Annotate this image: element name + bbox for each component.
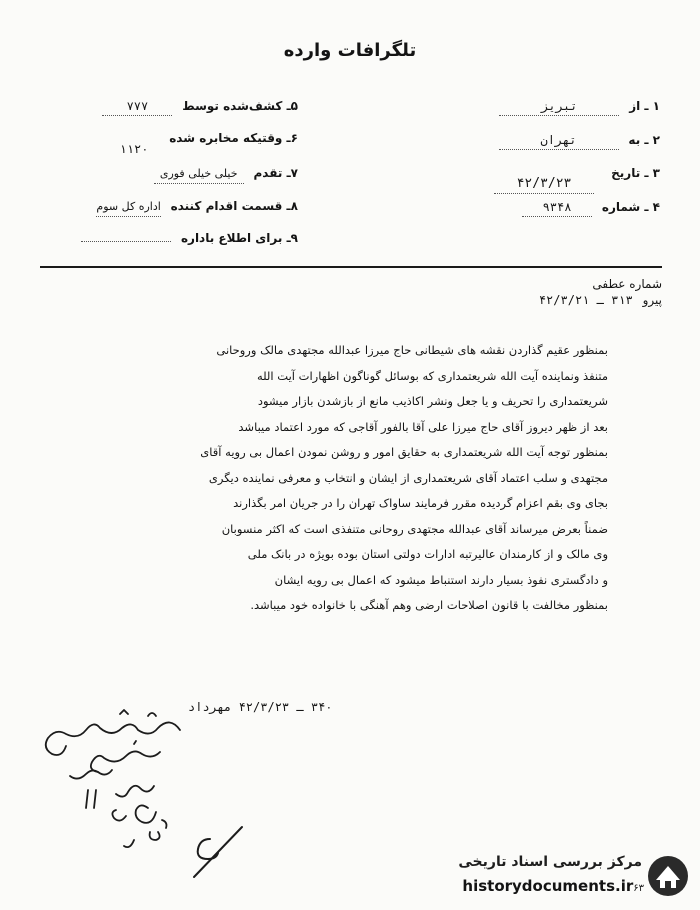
field-decoded-by [102,97,298,115]
reference-block [539,276,662,308]
header-divider [40,266,662,268]
field-date-value-wrap [494,174,600,192]
body-line: مجتهدی و سلب اعتماد آقای شریعتمداری از ایشان و انتخاب و معرفی نماینده دیگری [208,470,608,485]
field-inform-office [81,229,298,247]
field-from-label: ۱ ـ از [629,99,660,113]
closing-code: ۳۴۰ ـ ۴۲/۳/۲۳ مهرداد [188,700,333,714]
field-to [499,131,660,149]
field-number-value: ۹۳۴۸ [522,198,592,217]
archive-logo-icon [646,854,690,898]
field-transmitted-time-label: ۶ـ وقتیکه مخابره شده [169,131,298,145]
watermark-url: historydocuments.ir [462,877,634,895]
reference-label-2: پیرو [642,293,662,307]
body-line: بمنظور عقیم گذاردن نقشه های شیطانی حاج میرزا عبدالله مجتهدی مالک وروحانی [216,343,608,357]
body-line: بمنظور مخالفت با قانون اصلاحات ارضی وهم آهنگی با خانواده خود میباشد. [250,598,608,612]
body-line: متنفذ ونماینده آیت الله شریعتمداری که بوسائل گوناگون اظهارات آیت الله [256,368,608,383]
watermark-page-number: ۶۳ [633,883,644,894]
document-title: تلگرافات وارده [283,40,417,61]
field-transmitted-time-value-wrap [114,140,160,158]
reference-number: ۳۱۳ ـ ۴۲/۳/۲۱ [538,293,633,307]
body-line: و دادگستری نفوذ بسیار دارند استنباط میشود که اعمال بی رویه ایشان [274,572,608,587]
field-from-value: تبریز [499,97,619,116]
field-date [611,164,660,182]
field-inform-office-label: ۹ـ برای اطلاع باداره [180,231,298,245]
field-decoded-by-value: ۷۷۷ [102,97,172,116]
body-line: ضمناً بعرض میرساند آقای عبدالله مجتهدی روحانی متنفذی است که اکثر منسوبان [221,521,608,536]
field-priority-label: ۷ـ تقدم [253,166,298,180]
watermark [408,850,690,902]
field-to-label: ۲ ـ به [628,133,660,147]
field-decoded-by-label: ۵ـ کشف‌شده توسط [182,99,298,113]
signature [180,815,250,885]
watermark-url-line [462,877,644,895]
field-transmitted-time [169,129,298,147]
field-transmitted-time-value: ۱۱۲۰ [119,142,149,156]
field-number [522,198,660,216]
field-from [499,97,660,115]
body-line: وی مالک و از کارمندان عالیرتبه ادارات دولتی استان بوده بویژه در بانک ملی [247,547,608,561]
handwritten-note [30,700,200,870]
field-to-value: تهران [499,131,619,150]
telegram-body [88,338,608,619]
watermark-text: مرکز بررسی اسناد تاریخی [458,854,642,870]
reference-label-1: شماره عطفی [592,277,662,291]
body-line: بعد از ظهر دیروز آقای حاج میرزا علی آقا بالفور آقاجی که مورد اعتماد میباشد [238,419,608,434]
field-action-section-value: اداره کل سوم [96,198,160,217]
reference-line [539,292,662,308]
field-action-section-label: ۸ـ قسمت اقدام کننده [170,199,298,213]
field-priority-value: خیلی خیلی فوری [154,165,244,184]
body-line: بجای وی بقم اعزام گردیده مقرر فرمایند ساواک تهران را در جریان امر بگذارند [233,496,608,510]
field-date-label: ۳ ـ تاریخ [611,166,660,180]
field-priority [154,164,298,182]
field-inform-office-value [81,241,171,242]
field-date-value: ۴۲/۳/۲۳ [494,175,594,194]
body-line: بمنظور توجه آیت الله شریعتمداری به حقایق امور و روشن نمودن اعمال بی رویه آقای [200,445,608,459]
body-line: شریعتمداری را تحریف و یا جعل ونشر اکاذیب مانع از بازشدن بازار میشود [257,394,608,408]
field-action-section [96,197,298,215]
field-number-label: ۴ ـ شماره [601,200,660,214]
